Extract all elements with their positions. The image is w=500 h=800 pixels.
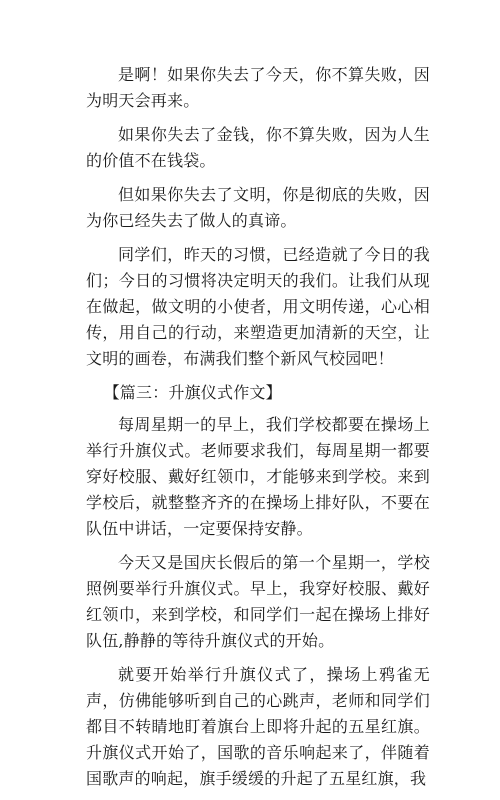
- paragraph: 就要开始举行升旗仪式了，操场上鸦雀无声，仿佛能够听到自己的心跳声，老师和同学们都目不转睛地盯着旗台上即将升起的五星红旗。升旗仪式开始了，国歌的音乐响起来了，伴随着国歌声的响起，旗手缓缓的升起了五星红旗，我: [86, 665, 430, 788]
- document-body: [86, 62, 430, 800]
- paragraph: 但如果你失去了文明，你是彻底的失败，因为你已经失去了做人的真谛。: [86, 185, 430, 230]
- section-heading: 【篇三：升旗仪式作文】: [103, 383, 282, 402]
- paragraph: 同学们，昨天的习惯，已经造就了今日的我们；今日的习惯将决定明天的我们。让我们从现在做起，做文明的小使者，用文明传递，心心相传，用自己的行动，来塑造更加清新的天空，让文明的画卷，布满我们整个新风气校园吧！: [86, 245, 430, 368]
- paragraph: 每周星期一的早上，我们学校都要在操场上举行升旗仪式。老师要求我们，每周星期一都要穿好校服、戴好红领巾，才能够来到学校。来到学校后，就整整齐齐的在操场上排好队，不要在队伍中讲话，一定要保持安静。: [86, 415, 430, 538]
- paragraph: 如果你失去了金钱，你不算失败，因为人生的价值不在钱袋。: [86, 125, 430, 170]
- paragraph: 今天又是国庆长假后的第一个星期一，学校照例要举行升旗仪式。早上，我穿好校服、戴好红领巾，来到学校，和同学们一起在操场上排好队伍,静静的等待升旗仪式的开始。: [86, 553, 430, 650]
- paragraph: 是啊！如果你失去了今天，你不算失败，因为明天会再来。: [86, 65, 430, 110]
